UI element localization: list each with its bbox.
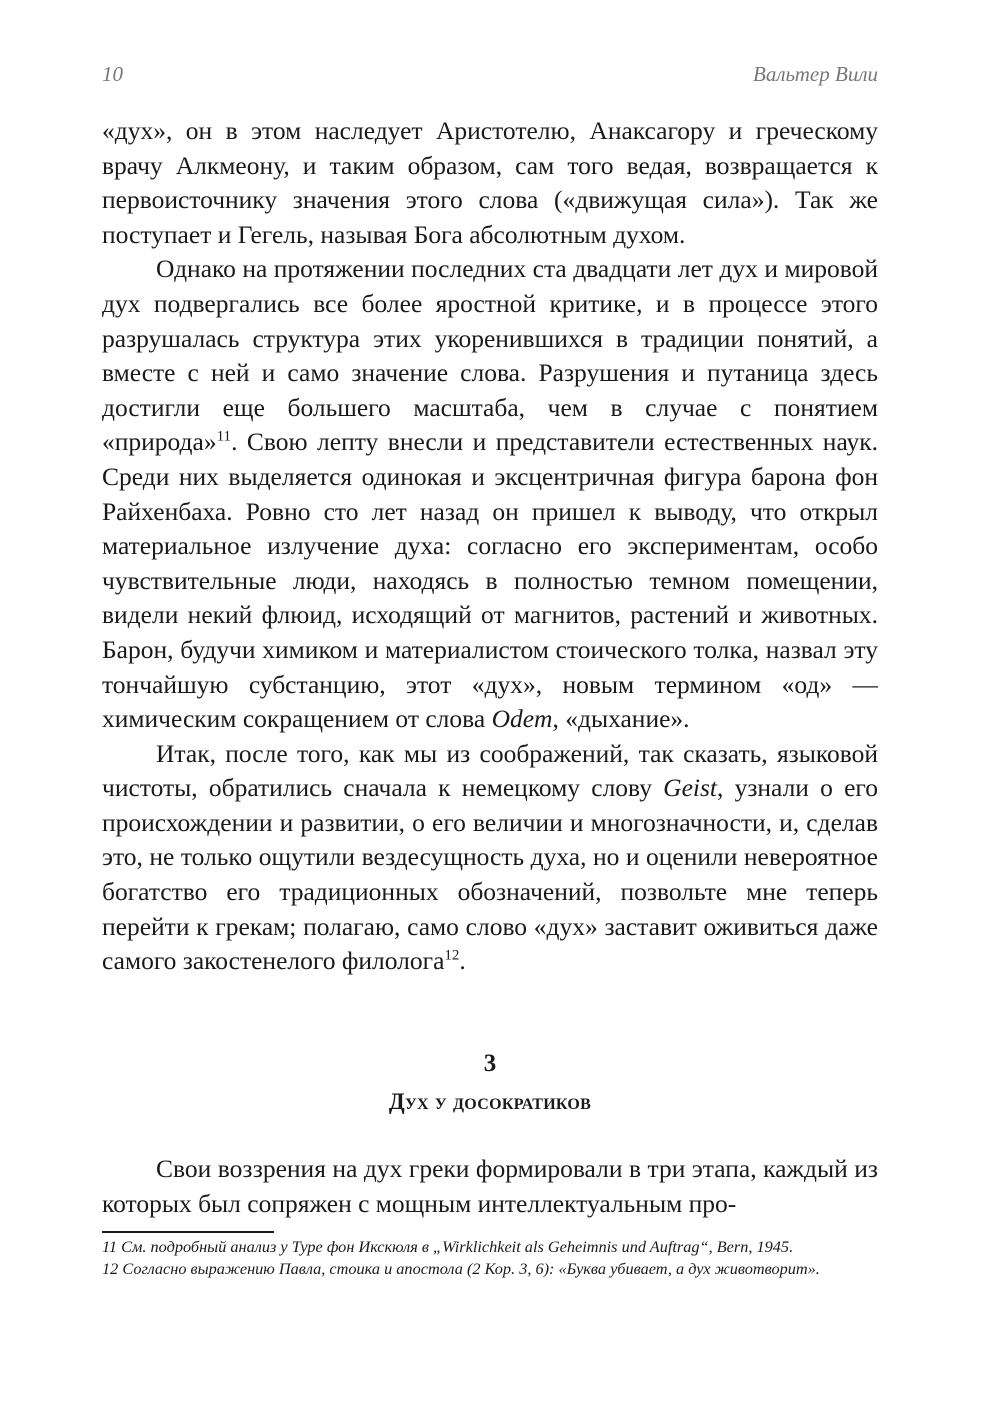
page-number: 10 xyxy=(102,62,123,86)
paragraph-text: «дух», он в этом наследует Аристотелю, Анаксагору и греческому врачу Алкмеону, и таким образом, сам того ведая, возвращается к первоисточнику значения этого слова («движущая сила»). Так же поступает и Гегель, называя Бога абсолютным духом. xyxy=(102,116,878,249)
paragraph-text: , «дыхание». xyxy=(552,704,690,734)
paragraph-text: Итак, после того, как мы из соображений, так сказать, языковой чистоты, обратились сначала к немецкому слову xyxy=(102,738,878,803)
running-head-author: Вальтер Вили xyxy=(753,62,878,86)
italic-term-geist: Geist xyxy=(663,773,717,803)
paragraph-text: Однако на протяжении последних ста двадцати лет дух и мировой дух подвергались все более яростной критике, и в процессе этого разрушалась структура этих укоренившихся в традиции понятий, а вместе с ней и само значение слова. Разрушения и путаница здесь достигли еще большего масштаба, чем в случае с понятием «природа» xyxy=(102,254,878,457)
paragraph-continuation xyxy=(102,114,878,252)
footnote-reference-12[interactable]: 12 xyxy=(444,947,460,964)
paragraph-criticism xyxy=(102,252,878,736)
footnotes xyxy=(102,1236,878,1279)
footnote-12: 12 Согласно выражению Павла, стоика и апостола (2 Кор. 3, 6): «Буква убивает, а дух животворит». xyxy=(102,1258,820,1278)
footnote-divider xyxy=(102,1231,274,1233)
section-first-paragraph: Свои воззрения на дух греки формировали в три этапа, каждый из которых был сопряжен с мощным интеллектуальным про- xyxy=(102,1154,878,1218)
running-head xyxy=(102,62,878,92)
italic-term-odem: Odem xyxy=(491,704,553,734)
footnote-11: 11 См. подробный анализ у Туре фон Икскюля в „Wirklichkeit als Geheimnis und Auftrag“, Bern, 1945. xyxy=(102,1237,794,1256)
paragraph-text: . xyxy=(459,946,466,976)
section-text xyxy=(102,1152,878,1221)
paragraph-text: , узнали о его происхождении и развитии, о его величии и многозначности, и, сделав это, не только ощутили вездесущность духа, но и оценили невероятное богатство его традиционных обозначений, позвольте мне теперь перейти к грекам; полагаю, само слово «дух» заставит оживиться даже самого закостенелого филолога xyxy=(102,773,878,976)
footnote-reference-11[interactable]: 11 xyxy=(216,428,232,445)
main-text xyxy=(102,114,878,979)
paragraph-text: . Свою лепту внесли и представители естественных наук. Среди них выделяется одинокая и эксцентричная фигура барона фон Райхенбаха. Ровно сто лет назад он пришел к выводу, что открыл материальное излучение духа: согласно его экспериментам, особо чувствительные люди, находясь в полностью темном помещении, видели некий флюид, исходящий от магнитов, растений и животных. Барон, будучи химиком и материалистом стоического толка, назвал эту тончайшую субстанцию, этот «дух», новым термином «од» — химическим сокращением от слова xyxy=(102,427,878,734)
section-number: 3 xyxy=(483,1050,497,1077)
section-title: Дух у досократиков xyxy=(388,1089,592,1114)
paragraph-transition xyxy=(102,737,878,979)
